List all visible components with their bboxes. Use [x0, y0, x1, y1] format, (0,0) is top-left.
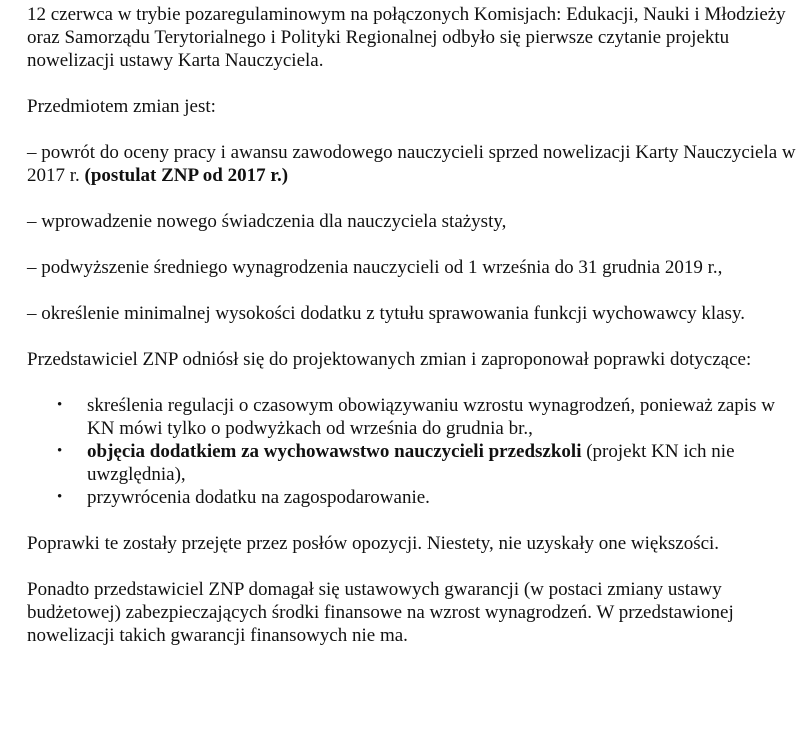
amendments-result-paragraph: Poprawki te zostały przejęte przez posłów opozycji. Niestety, nie uzyskały one większości. — [27, 533, 720, 554]
change-item-3: – podwyższenie średniego wynagrodzenia nauczycieli od 1 września do 31 grudnia 2019 r., — [27, 257, 723, 278]
amendment-item-3-text: przywrócenia dodatku na zagospodarowanie. — [87, 487, 430, 508]
intro-paragraph: 12 czerwca w trybie pozaregulaminowym na połączonych Komisjach: Edukacji, Nauki i Młodzieży oraz Samorządu Terytorialnego i Polityki Regionalnej odbyło się pierwsze czytanie projektu nowelizacji ustawy Karta Nauczyciela. — [27, 4, 786, 71]
change-item-1 — [27, 141, 797, 187]
amendment-item-3 — [57, 486, 797, 509]
change-item-1-bold: (postulat ZNP od 2017 r.) — [84, 165, 289, 186]
amendment-item-2 — [57, 440, 797, 486]
guarantees-paragraph: Ponadto przedstawiciel ZNP domagał się ustawowych gwarancji (w postaci zmiany ustawy budżetowej) zabezpieczających środki finansowe na wzrost wynagrodzeń. W przedstawionej nowelizacji takich gwarancji finansowych nie ma. — [27, 579, 734, 646]
change-item-1-text: – powrót do oceny pracy i awansu zawodowego nauczycieli sprzed nowelizacji Karty Nauczyciela w 2017 r. — [27, 142, 796, 186]
amendment-item-1-text: skreślenia regulacji o czasowym obowiązywaniu wzrostu wynagrodzeń, ponieważ zapis w KN mówi tylko o podwyżkach od września do grudnia br., — [87, 395, 775, 439]
znp-intro-paragraph: Przedstawiciel ZNP odniósł się do projektowanych zmian i zaproponował poprawki dotyczące: — [27, 349, 752, 370]
change-item-4: – określenie minimalnej wysokości dodatku z tytułu sprawowania funkcji wychowawcy klasy. — [27, 303, 745, 324]
bullet-icon: • — [57, 397, 63, 413]
amendment-item-2-text: (projekt KN ich nie uwzględnia), — [87, 441, 735, 485]
amendment-item-2-bold: objęcia dodatkiem za wychowawstwo nauczycieli przedszkoli — [87, 441, 582, 462]
amendment-item-1 — [57, 394, 797, 440]
subject-paragraph: Przedmiotem zmian jest: — [27, 96, 216, 117]
amendments-list — [27, 394, 797, 509]
document-body — [27, 3, 797, 670]
bullet-icon: • — [57, 489, 63, 505]
bullet-icon: • — [57, 443, 63, 459]
change-item-2: – wprowadzenie nowego świadczenia dla nauczyciela stażysty, — [27, 211, 507, 232]
